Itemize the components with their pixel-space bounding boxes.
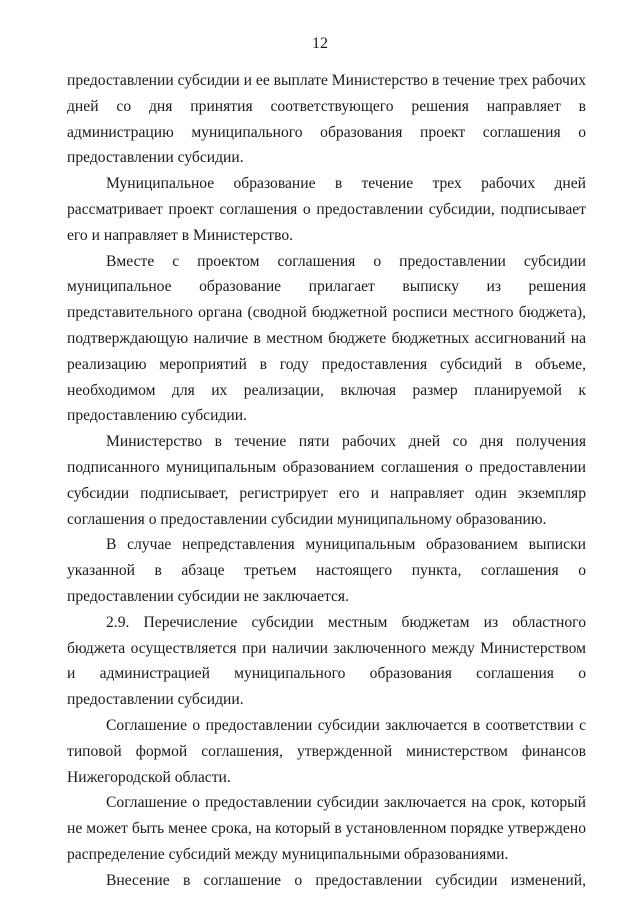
page-number: 12 bbox=[312, 35, 328, 52]
paragraph: Вместе с проектом соглашения о предоставлении субсидии муниципальное образование прилагает выписку из решения представительного органа (сводной бюджетной росписи местного бюджета), подтверждающую наличие в местном бюджете бюджетных ассигнований на реализацию мероприятий в году предоставления субсидий в объеме, необходимом для их реализации, включая размер планируемой к предоставлению субсидии. bbox=[67, 252, 586, 425]
paragraph: В случае непредставления муниципальным образованием выписки указанной в абзаце третьем настоящего пункта, соглашения о предоставлении субсидии не заключается. bbox=[67, 536, 586, 605]
paragraph: Соглашение о предоставлении субсидии заключается в соответствии с типовой формой соглашения, утвержденной министерством финансов Нижегородской области. bbox=[67, 716, 586, 786]
paragraph-continued: Внесение в соглашение о предоставлении субсидии изменений, bbox=[106, 871, 586, 889]
document-body bbox=[67, 68, 586, 894]
paragraph: Министерство в течение пяти рабочих дней со дня получения подписанного муниципальным образованием соглашения о предоставлении субсидии подписывает, регистрирует его и направляет один экземпляр соглашения о предоставлении субсидии муниципальному образованию. bbox=[67, 433, 586, 528]
paragraph: предоставлении субсидии и ее выплате Министерство в течение трех рабочих дней со дня принятия соответствующего решения направляет в администрацию муниципального образования проект соглашения о предоставлении субсидии. bbox=[67, 72, 586, 167]
paragraph: Соглашение о предоставлении субсидии заключается на срок, который не может быть менее срока, на который в установленном порядке утверждено распределение субсидий между муниципальными образованиями. bbox=[67, 794, 586, 863]
paragraph: Муниципальное образование в течение трех рабочих дней рассматривает проект соглашения о предоставлении субсидии, подписывает его и направляет в Министерство. bbox=[67, 175, 586, 244]
paragraph: 2.9. Перечисление субсидии местным бюджетам из областного бюджета осуществляется при наличии заключенного между Министерством и администрацией муниципального образования соглашения о предоставлении субсидии. bbox=[67, 613, 586, 709]
